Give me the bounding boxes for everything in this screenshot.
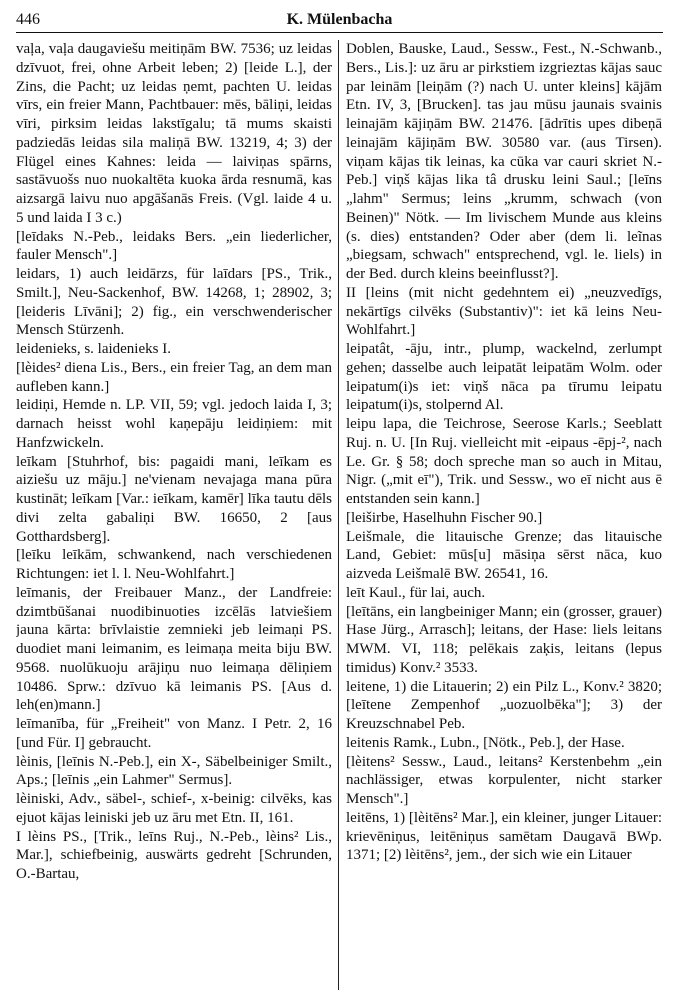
entry-text: leipatât, -āju, intr., plump, wackelnd, zerlumpt gehen; dasselbe auch leipatāt leipatām Wolm. oder leipatum(i)s iet: viņš nāca pa tīrumu leipatu leipatum(i)s, stolpernd Al. [346, 341, 662, 414]
entry-text: leīmanība, für „Freiheit" von Manz. I Petr. 2, 16 [und Für. I] gebraucht. [16, 716, 332, 751]
entry-text: [lèides² diena Lis., Bers., ein freier Tag, an dem man aufleben kann.] [16, 359, 332, 395]
entry-text: lèinis, [leīnis N.-Peb.], ein X-, Säbelbeiniger Smilt., Aps.; [leīnis „ein Lahmer" Sermus]. [16, 753, 332, 789]
entry-text: lèiniski, Adv., säbel-, schief-, x-beinig: cilvēks, kas ejuot kājas leiniski jeb uz āru met Etn. II, 161. [16, 791, 332, 826]
entry-text: leidenieks, s. laidenieks I. [16, 341, 171, 357]
column-divider [338, 40, 339, 990]
page-number: 446 [16, 11, 40, 28]
entry-text: Doblen, Bauske, Laud., Sessw., Fest., N.-Schwanb., Bers., Lis.]: uz āru ar pirkstiem izgrieztas kājas sauc par leinām [leiņām (?) nach U. unter kleins] kājām Etn. IV, 3, [Brucken]. tas jau mūsu jaunais svainis leinajām kājiņām BW. 21476. [ādrītis upes dibeņā leinajām kājiņām BW. 30580 var. (aus Tirsen). viņam kājas tik leinas, ka cūka var cauri skriet N.-Peb.] viņš kājas lika tâ drusku leini Saul.; [leīns „lahm" Sermus; leins „krumm, schwach (von Beinen)" Nötk. — Im livischem Munde aus kleins (s. dies) entstanden? Oder aber (dem li. leĩnas „biegsam, schwach" entsprechend, vgl. le. liels) in der Bed. durch kleins beeinflusst?]. [346, 41, 662, 282]
running-title: K. Mülenbacha [286, 11, 393, 28]
entry-text: leitenis Ramk., Lubn., [Nötk., Peb.], der Hase. [346, 734, 625, 751]
entry-text: vaļa, vaļa daugaviešu meitiņām BW. 7536; uz leidas dzīvuot, frei, ohne Arbeit leben; 2) [leide L.], der Zins, die Pacht; uz leidas ņemt, pachten U. leidas vīrs, ein freier Mann, Pachtbauer: mēs, bāliņi, leidas vīri, pirksim leidas lakstīgalu; tā mums skaisti padziedās leidas sila maliņā BW. 13219, 4; 3) der Flügel eines Kahnes: leida — laiviņas spārns, sastāvuošs nuo nuokaltēta kuoka ārda resnumā, kas aizsargā laivu nuo apgāšanās Freis. (Vgl. laide 4 u. 5 und laida I 3 c.) [16, 41, 332, 226]
entry-text: leitēns, 1) [lèitēns² Mar.], ein kleiner, junger Litauer: krievēniņus, leitēniņus samētam Daugavā BWp. 1371; [2) lèitēns², jem., der sich wie ein Litauer [346, 809, 662, 864]
entry-text: [leīku leīkām, schwankend, nach verschiedenen Richtungen: iet l. l. Neu-Wohlfahrt.] [16, 547, 332, 582]
entry-text: leitene, 1) die Litauerin; 2) ein Pilz L., Konv.² 3820; [leītene Zempenhof „uozuolbēka"]; 3) der Kreuzschnabel Peb. [346, 678, 662, 732]
entry-text: leipu lapa, die Teichrose, Seerose Karls.; Seeblatt Ruj. n. U. [In Ruj. vielleicht mit -eipaus -ēpj-², nach Le. Gr. § 58; doch spreche man so auch in Mitau, Nigr. („mit eī"), Trik. und Sessw., wo eī nicht aus ē entstanden sein kann.] [346, 416, 662, 507]
entry-text: Leišmale, die litauische Grenze; das litauische Land, Gebiet: mūs[u] māsiņa sērst nāca, kuo aizveda Leišmalē BW. 26541, 16. [346, 528, 662, 582]
entry-text: leīmanis, der Freibauer Manz., der Landfreie: dzimtbūšanai nuodibinuoties izcēlās latviešiem jauna kārta: brīvlaistie zemnieki jeb leimaņi PS. duodiet mani leimanim, es leimaņa meita biju BW. 9568. nuolūkuoju arājiņu nuo leimaņa dēliņiem 10486. Sprw.: dzīvuo kā leimanis PS. [Aus d. leh(en)mann.] [16, 584, 332, 714]
entry-text: leīkam [Stuhrhof, bis: pagaidi mani, leīkam es aiziešu uz māju.] ne'vienam nevajaga mana pūra kustināt; leīkam [Var.: ieīkam, kamēr] līka tautu dēls divi zelta gabaliņi BW. 16650, 2 [aus Gotthardsberg]. [16, 453, 332, 545]
entry-text: [leītāns, ein langbeiniger Mann; ein (grosser, grauer) Hase Jürg., Arrasch]; leitans, der Hase: liels leitans MWM. VI, 118; pelēkais zaķis, leitans (lepus timidus) Konv.² 3533. [346, 603, 662, 676]
entry-text: [lèitens² Sessw., Laud., leitans² Kerstenbehm „ein nachlässiger, etwas korpulenter, nicht starker Mensch".] [346, 753, 662, 807]
right-column [346, 40, 662, 995]
entry-text: [leīdaks N.-Peb., leidaks Bers. „ein liederlicher, fauler Mensch".] [16, 228, 332, 264]
entry-text: leidiņi, Hemde n. LP. VII, 59; vgl. jedoch laida I, 3; darnach heisst wohl kaņepāju leidiņiem: mit Hanfzwickeln. [16, 397, 332, 451]
entry-text: II [leins (mit nicht gedehntem ei) „neuzvedīgs, nekārtīgs cilvēks (Substantiv)": iet kā leins Neu-Wohlfahrt.] [346, 284, 662, 339]
entry-text: leīt Kaul., für lai, auch. [346, 584, 486, 601]
entry-text: I lèins PS., [Trik., leīns Ruj., N.-Peb., lèins² Lis., Mar.], schiefbeinig, auswärts gedreht [Schrunden, O.-Bartau, [16, 828, 332, 882]
entry-text: [leiširbe, Haselhuhn Fischer 90.] [346, 509, 543, 526]
page-header [16, 6, 663, 33]
entry-text: leidars, 1) auch leidārzs, für laīdars [PS., Trik., Smilt.], Neu-Sackenhof, BW. 14268, 1; 28902, 3; [leideris Līvāni]; 2) fig., ein verschwenderischer Mensch Stürzenh. [16, 266, 332, 339]
left-column [16, 40, 332, 995]
